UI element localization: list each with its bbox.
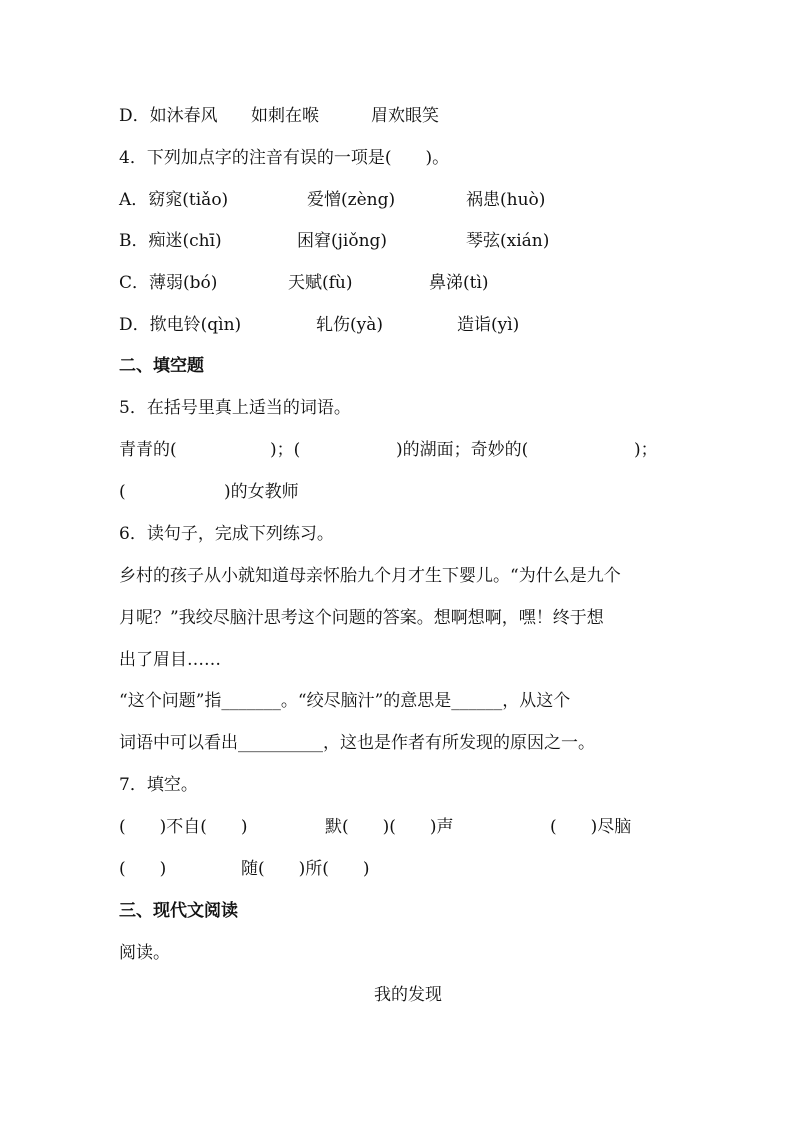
q4-option-b-2: 困窘(jiǒng) <box>297 231 388 251</box>
q4-option-b-3: 琴弦(xián) <box>466 231 550 251</box>
q4-option-c-3: 鼻涕(tì) <box>429 273 489 293</box>
q7-row1-item3: ( )尽脑 <box>550 817 632 837</box>
section-2-heading: 二、填空题 <box>119 356 204 376</box>
q6-passage-line-1: 乡村的孩子从小就知道母亲怀胎九个月才生下婴儿。“为什么是九个 <box>119 566 621 586</box>
q3-option-d-2: 如刺在喉 <box>251 106 319 126</box>
q3-option-d-1: D．如沐春风 <box>119 106 218 126</box>
q7-row1-item2: 默( )( )声 <box>325 817 454 837</box>
q4-option-a-3: 祸患(huò) <box>466 190 546 210</box>
section-3-instruction: 阅读。 <box>119 943 170 963</box>
q5-line1-part4: )； <box>634 440 658 460</box>
q4-option-a-1: A．窈窕(tiǎo) <box>119 190 229 210</box>
q4-option-b-1: B．痴迷(chī) <box>119 231 222 251</box>
passage-title: 我的发现 <box>374 985 442 1005</box>
q7-stem: 7．填空。 <box>119 775 198 795</box>
q4-option-d-3: 造诣(yì) <box>457 315 520 335</box>
q5-line1-part1: 青青的( <box>119 440 177 460</box>
q3-option-d-3: 眉欢眼笑 <box>371 106 439 126</box>
q5-line2-part2: )的女教师 <box>224 482 299 502</box>
q7-row1-item1: ( )不自( ) <box>119 817 248 837</box>
q5-line2-part1: ( <box>119 482 126 502</box>
q4-stem: 4．下列加点字的注音有误的一项是( )。 <box>119 148 450 168</box>
q4-option-a-2: 爱憎(zèng) <box>307 190 396 210</box>
q6-passage-line-2: 月呢？”我绞尽脑汁思考这个问题的答案。想啊想啊，嘿！终于想 <box>119 608 604 628</box>
q7-row2-item2: 随( )所( ) <box>241 859 370 879</box>
section-3-heading: 三、现代文阅读 <box>119 901 238 921</box>
q4-option-d-1: D．揿电铃(qìn) <box>119 315 242 335</box>
q5-line1-part2: )；( <box>270 440 301 460</box>
q4-option-d-2: 轧伤(yà) <box>316 315 384 335</box>
q6-passage-line-3: 出了眉目…… <box>119 650 221 670</box>
q6-stem: 6．读句子，完成下列练习。 <box>119 524 334 544</box>
q4-option-c-1: C．薄弱(bó) <box>119 273 218 293</box>
q5-stem: 5．在括号里真上适当的词语。 <box>119 398 351 418</box>
q6-question-line-1: “这个问题”指_______。“绞尽脑汁”的意思是______，从这个 <box>119 691 571 711</box>
q4-option-c-2: 天赋(fù) <box>288 273 353 293</box>
q7-row2-item1: ( ) <box>119 859 167 879</box>
q5-line1-part3: )的湖面；奇妙的( <box>396 440 529 460</box>
q6-question-line-2: 词语中可以看出__________，这也是作者有所发现的原因之一。 <box>119 733 595 753</box>
